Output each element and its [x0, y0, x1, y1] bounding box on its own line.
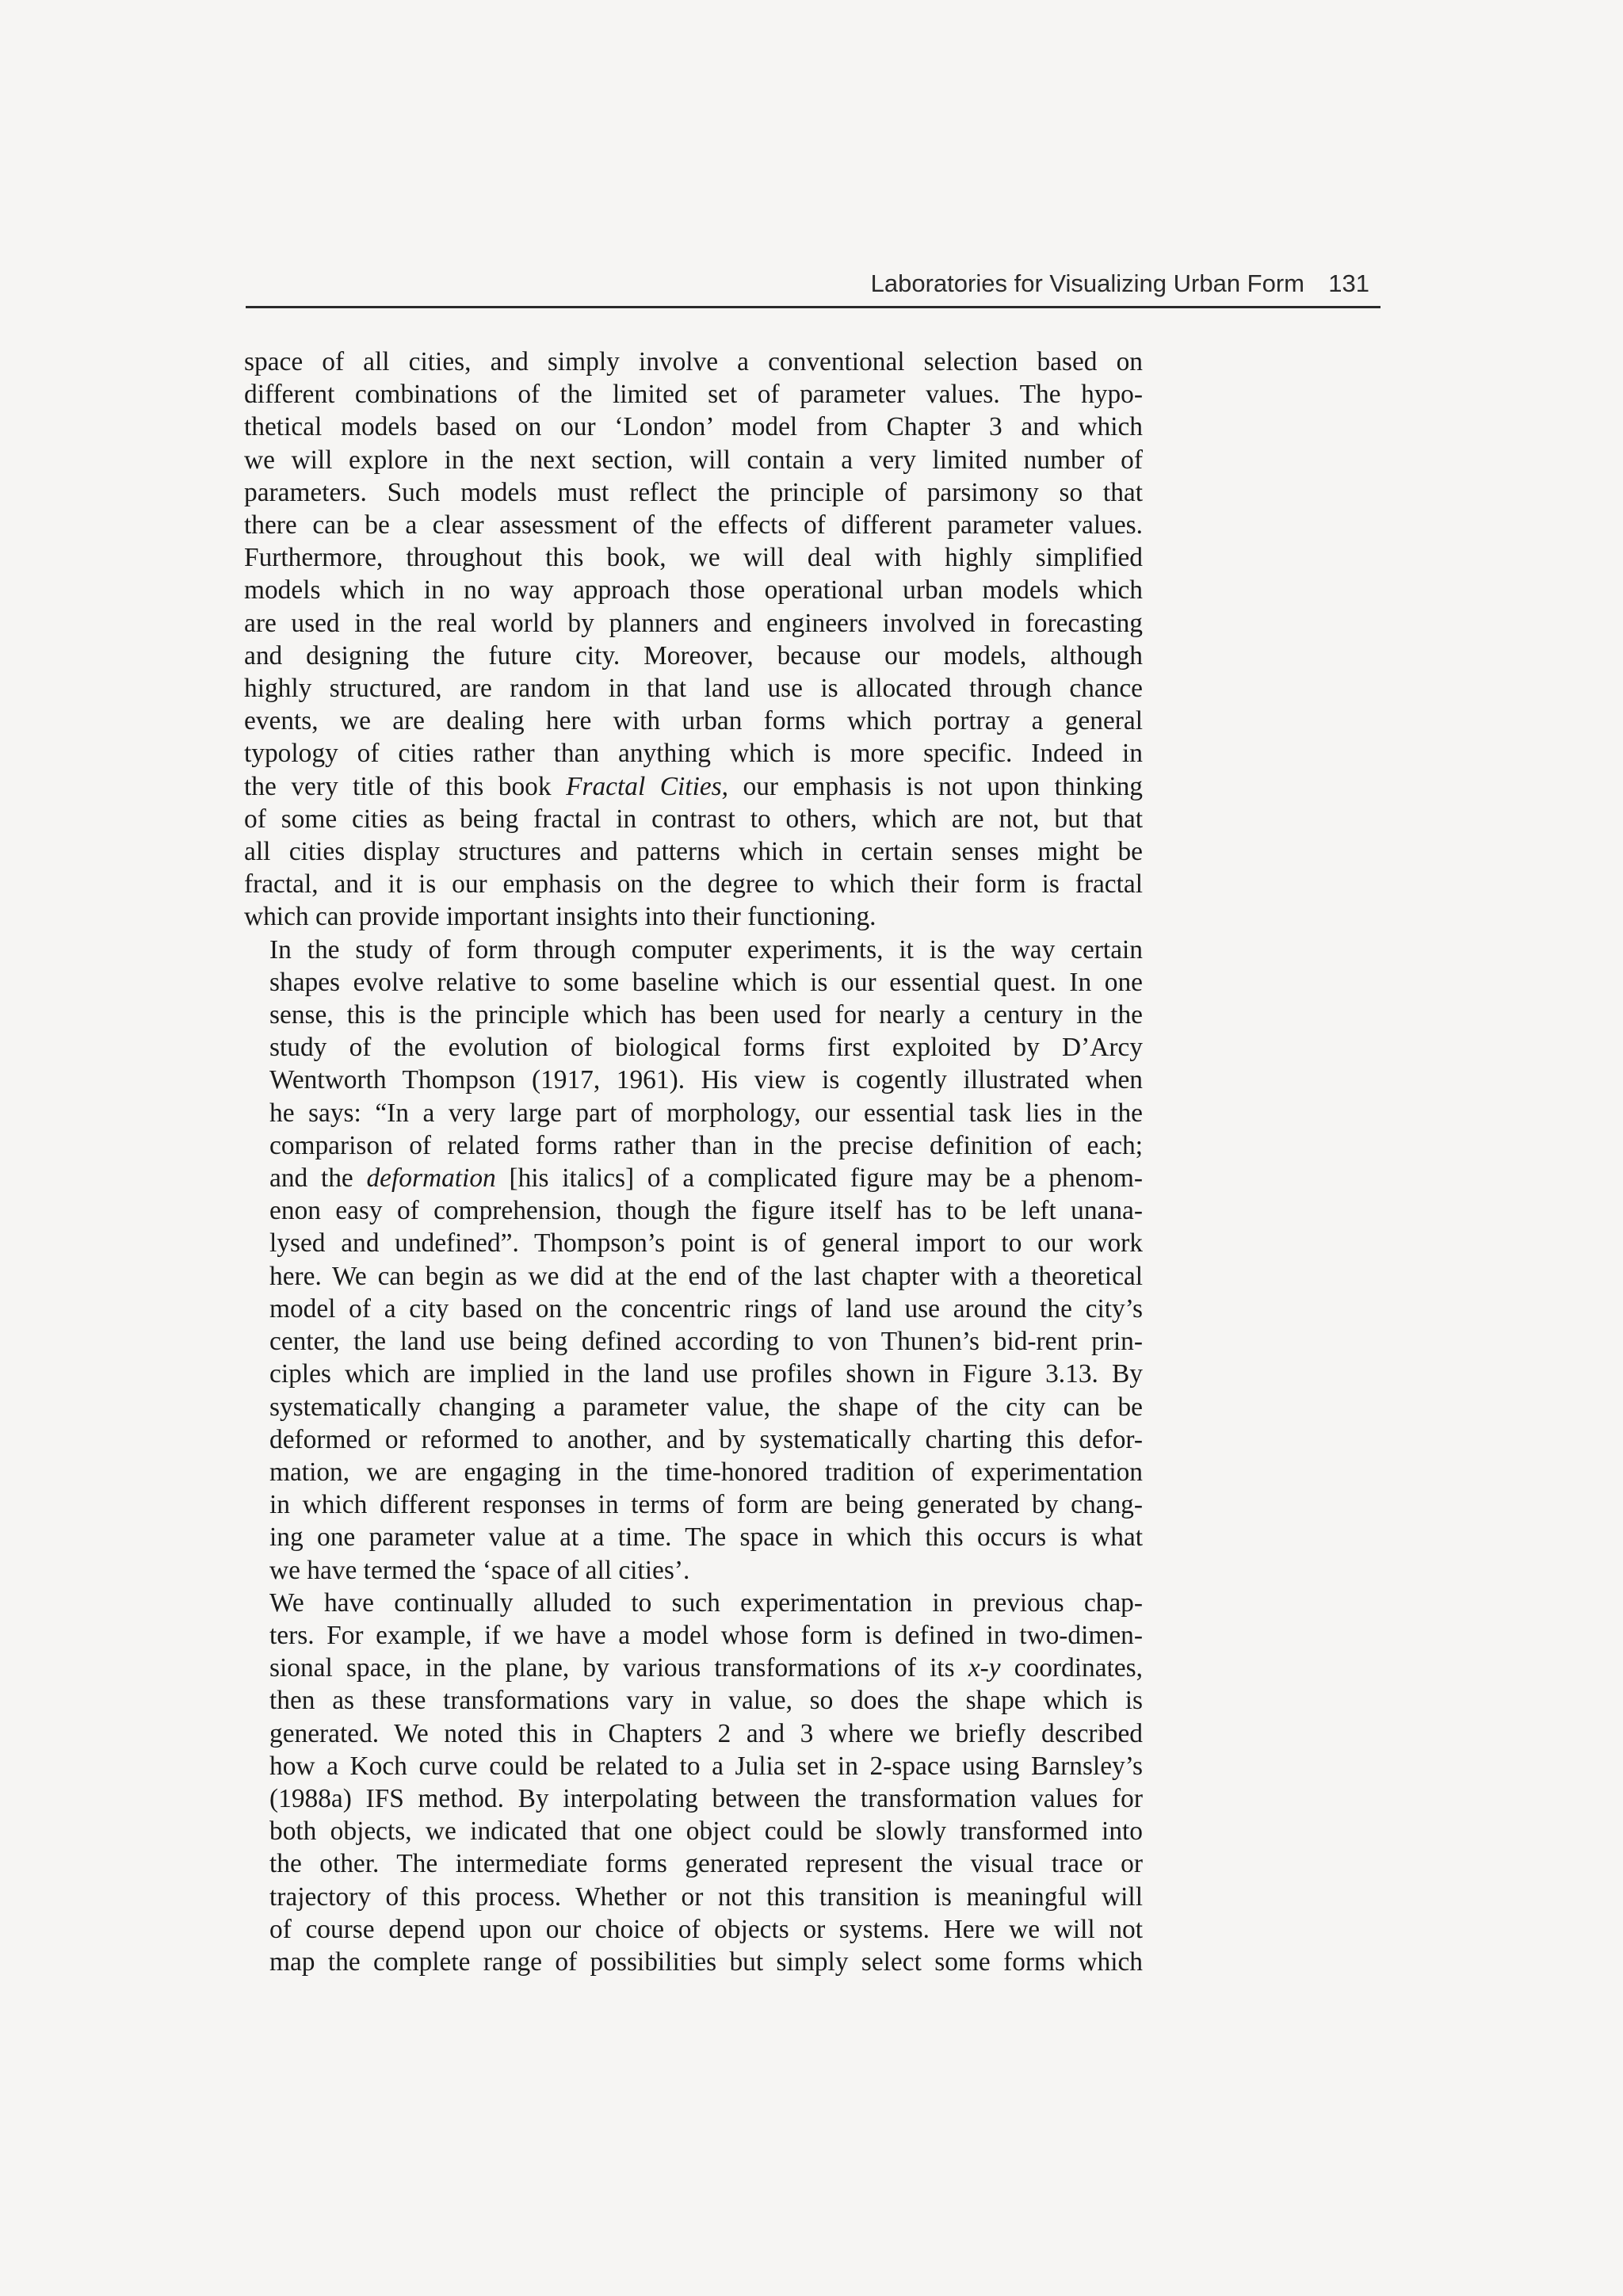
text-line: highly structured, are random in that land use is allocated through chance	[244, 674, 1143, 704]
text-line: mation, we are engaging in the time-honored tradition of experimentation	[269, 1457, 1143, 1487]
text-line: of some cities as being fractal in contrast to others, which are not, but that	[244, 804, 1143, 834]
text-line: deformed or reformed to another, and by systematically charting this defor-	[269, 1424, 1143, 1454]
text-line: map the complete range of possibilities but simply select some forms which	[269, 1946, 1143, 1977]
paragraph-2	[244, 934, 1143, 1587]
text-fragment: and the	[269, 1163, 367, 1194]
text-line: then as these transformations vary in value, so does the shape which is	[269, 1686, 1143, 1716]
text-line: he says: “In a very large part of morphology, our essential task lies in the	[269, 1098, 1143, 1128]
text-line: thetical models based on our ‘London’ model from Chapter 3 and which	[244, 412, 1143, 442]
text-line: typology of cities rather than anything which is more specific. Indeed in	[244, 739, 1143, 769]
italic-coordinates: x-y	[968, 1653, 1001, 1683]
text-line: different combinations of the limited set of parameter values. The hypo-	[244, 380, 1143, 410]
text-line: enon easy of comprehension, though the figure itself has to be left unana-	[269, 1196, 1143, 1226]
italic-book-title: Fractal Cities,	[566, 771, 729, 801]
text-line: shapes evolve relative to some baseline which is our essential quest. In one	[269, 967, 1143, 997]
page-number: 131	[1328, 269, 1369, 297]
text-line: in which different responses in terms of form are being generated by chang-	[269, 1490, 1143, 1520]
text-line: lysed and undefined”. Thompson’s point is of general import to our work	[269, 1228, 1143, 1259]
text-line: of course depend upon our choice of objects or systems. Here we will not	[269, 1914, 1143, 1944]
text-line: there can be a clear assessment of the effects of different parameter values.	[244, 510, 1143, 541]
text-line: generated. We noted this in Chapters 2 and 3 where we briefly described	[269, 1718, 1143, 1748]
text-line: trajectory of this process. Whether or not this transition is meaningful will	[269, 1881, 1143, 1912]
text-fragment: sional space, in the plane, by various transformations of its	[269, 1653, 968, 1683]
text-line: Wentworth Thompson (1917, 1961). His view is cogently illustrated when	[269, 1065, 1143, 1095]
text-line: we will explore in the next section, will contain a very limited number of	[244, 445, 1143, 475]
text-line: both objects, we indicated that one object could be slowly transformed into	[269, 1817, 1143, 1847]
text-line: ing one parameter value at a time. The space in which this occurs is what	[269, 1522, 1143, 1553]
text-fragment: the very title of this book	[244, 771, 567, 801]
text-fragment: our emphasis is not upon thinking	[728, 771, 1143, 801]
text-line: events, we are dealing here with urban forms which portray a general	[244, 706, 1143, 736]
text-line: we have termed the ‘space of all cities’.	[269, 1555, 690, 1585]
text-line-with-italic	[244, 770, 1143, 803]
paragraph-3	[244, 1587, 1143, 1978]
text-line: In the study of form through computer experiments, it is the way certain	[269, 934, 1143, 965]
text-line: ciples which are implied in the land use profiles shown in Figure 3.13. By	[269, 1359, 1143, 1389]
text-line: how a Koch curve could be related to a Julia set in 2-space using Barnsley’s	[269, 1751, 1143, 1781]
italic-word: deformation	[366, 1163, 496, 1194]
text-fragment: coordinates,	[1000, 1653, 1144, 1683]
text-line: here. We can begin as we did at the end of the last chapter with a theoretical	[269, 1261, 1143, 1291]
running-head-title: Laboratories for Visualizing Urban Form	[870, 269, 1304, 297]
text-line: model of a city based on the concentric rings of land use around the city’s	[269, 1293, 1143, 1324]
text-line: center, the land use being defined according to von Thunen’s bid-rent prin-	[269, 1327, 1143, 1357]
text-line: comparison of related forms rather than in the precise definition of each;	[269, 1130, 1143, 1160]
running-head	[246, 268, 1381, 308]
text-line: systematically changing a parameter value, the shape of the city can be	[269, 1392, 1143, 1422]
text-line: models which in no way approach those operational urban models which	[244, 575, 1143, 606]
text-fragment: [his italics] of a complicated figure may be a phenom-	[495, 1163, 1143, 1194]
text-line: study of the evolution of biological forms first exploited by D’Arcy	[269, 1033, 1143, 1063]
text-line: are used in the real world by planners and engineers involved in forecasting	[244, 608, 1143, 638]
text-line: space of all cities, and simply involve a conventional selection based on	[244, 347, 1143, 376]
text-line: (1988a) IFS method. By interpolating between the transformation values for	[269, 1783, 1143, 1813]
text-line: all cities display structures and patterns which in certain senses might be	[244, 837, 1143, 867]
text-line: ters. For example, if we have a model whose form is defined in two-dimen-	[269, 1620, 1143, 1650]
text-line-with-italic	[244, 1162, 1143, 1194]
text-line: fractal, and it is our emphasis on the degree to which their form is fractal	[244, 869, 1143, 900]
text-line-with-italic	[244, 1652, 1143, 1684]
text-line: Furthermore, throughout this book, we will deal with highly simplified	[244, 543, 1143, 573]
text-line: We have continually alluded to such experimentation in previous chap-	[269, 1587, 1143, 1618]
text-line: the other. The intermediate forms generated represent the visual trace or	[269, 1849, 1143, 1879]
paragraph-1	[244, 346, 1143, 934]
text-line: and designing the future city. Moreover, because our models, although	[244, 640, 1143, 670]
text-line: which can provide important insights into their functioning.	[244, 902, 876, 932]
body-text	[244, 346, 1143, 1978]
text-line: parameters. Such models must reflect the principle of parsimony so that	[244, 477, 1143, 507]
text-line: sense, this is the principle which has been used for nearly a century in the	[269, 1000, 1143, 1030]
